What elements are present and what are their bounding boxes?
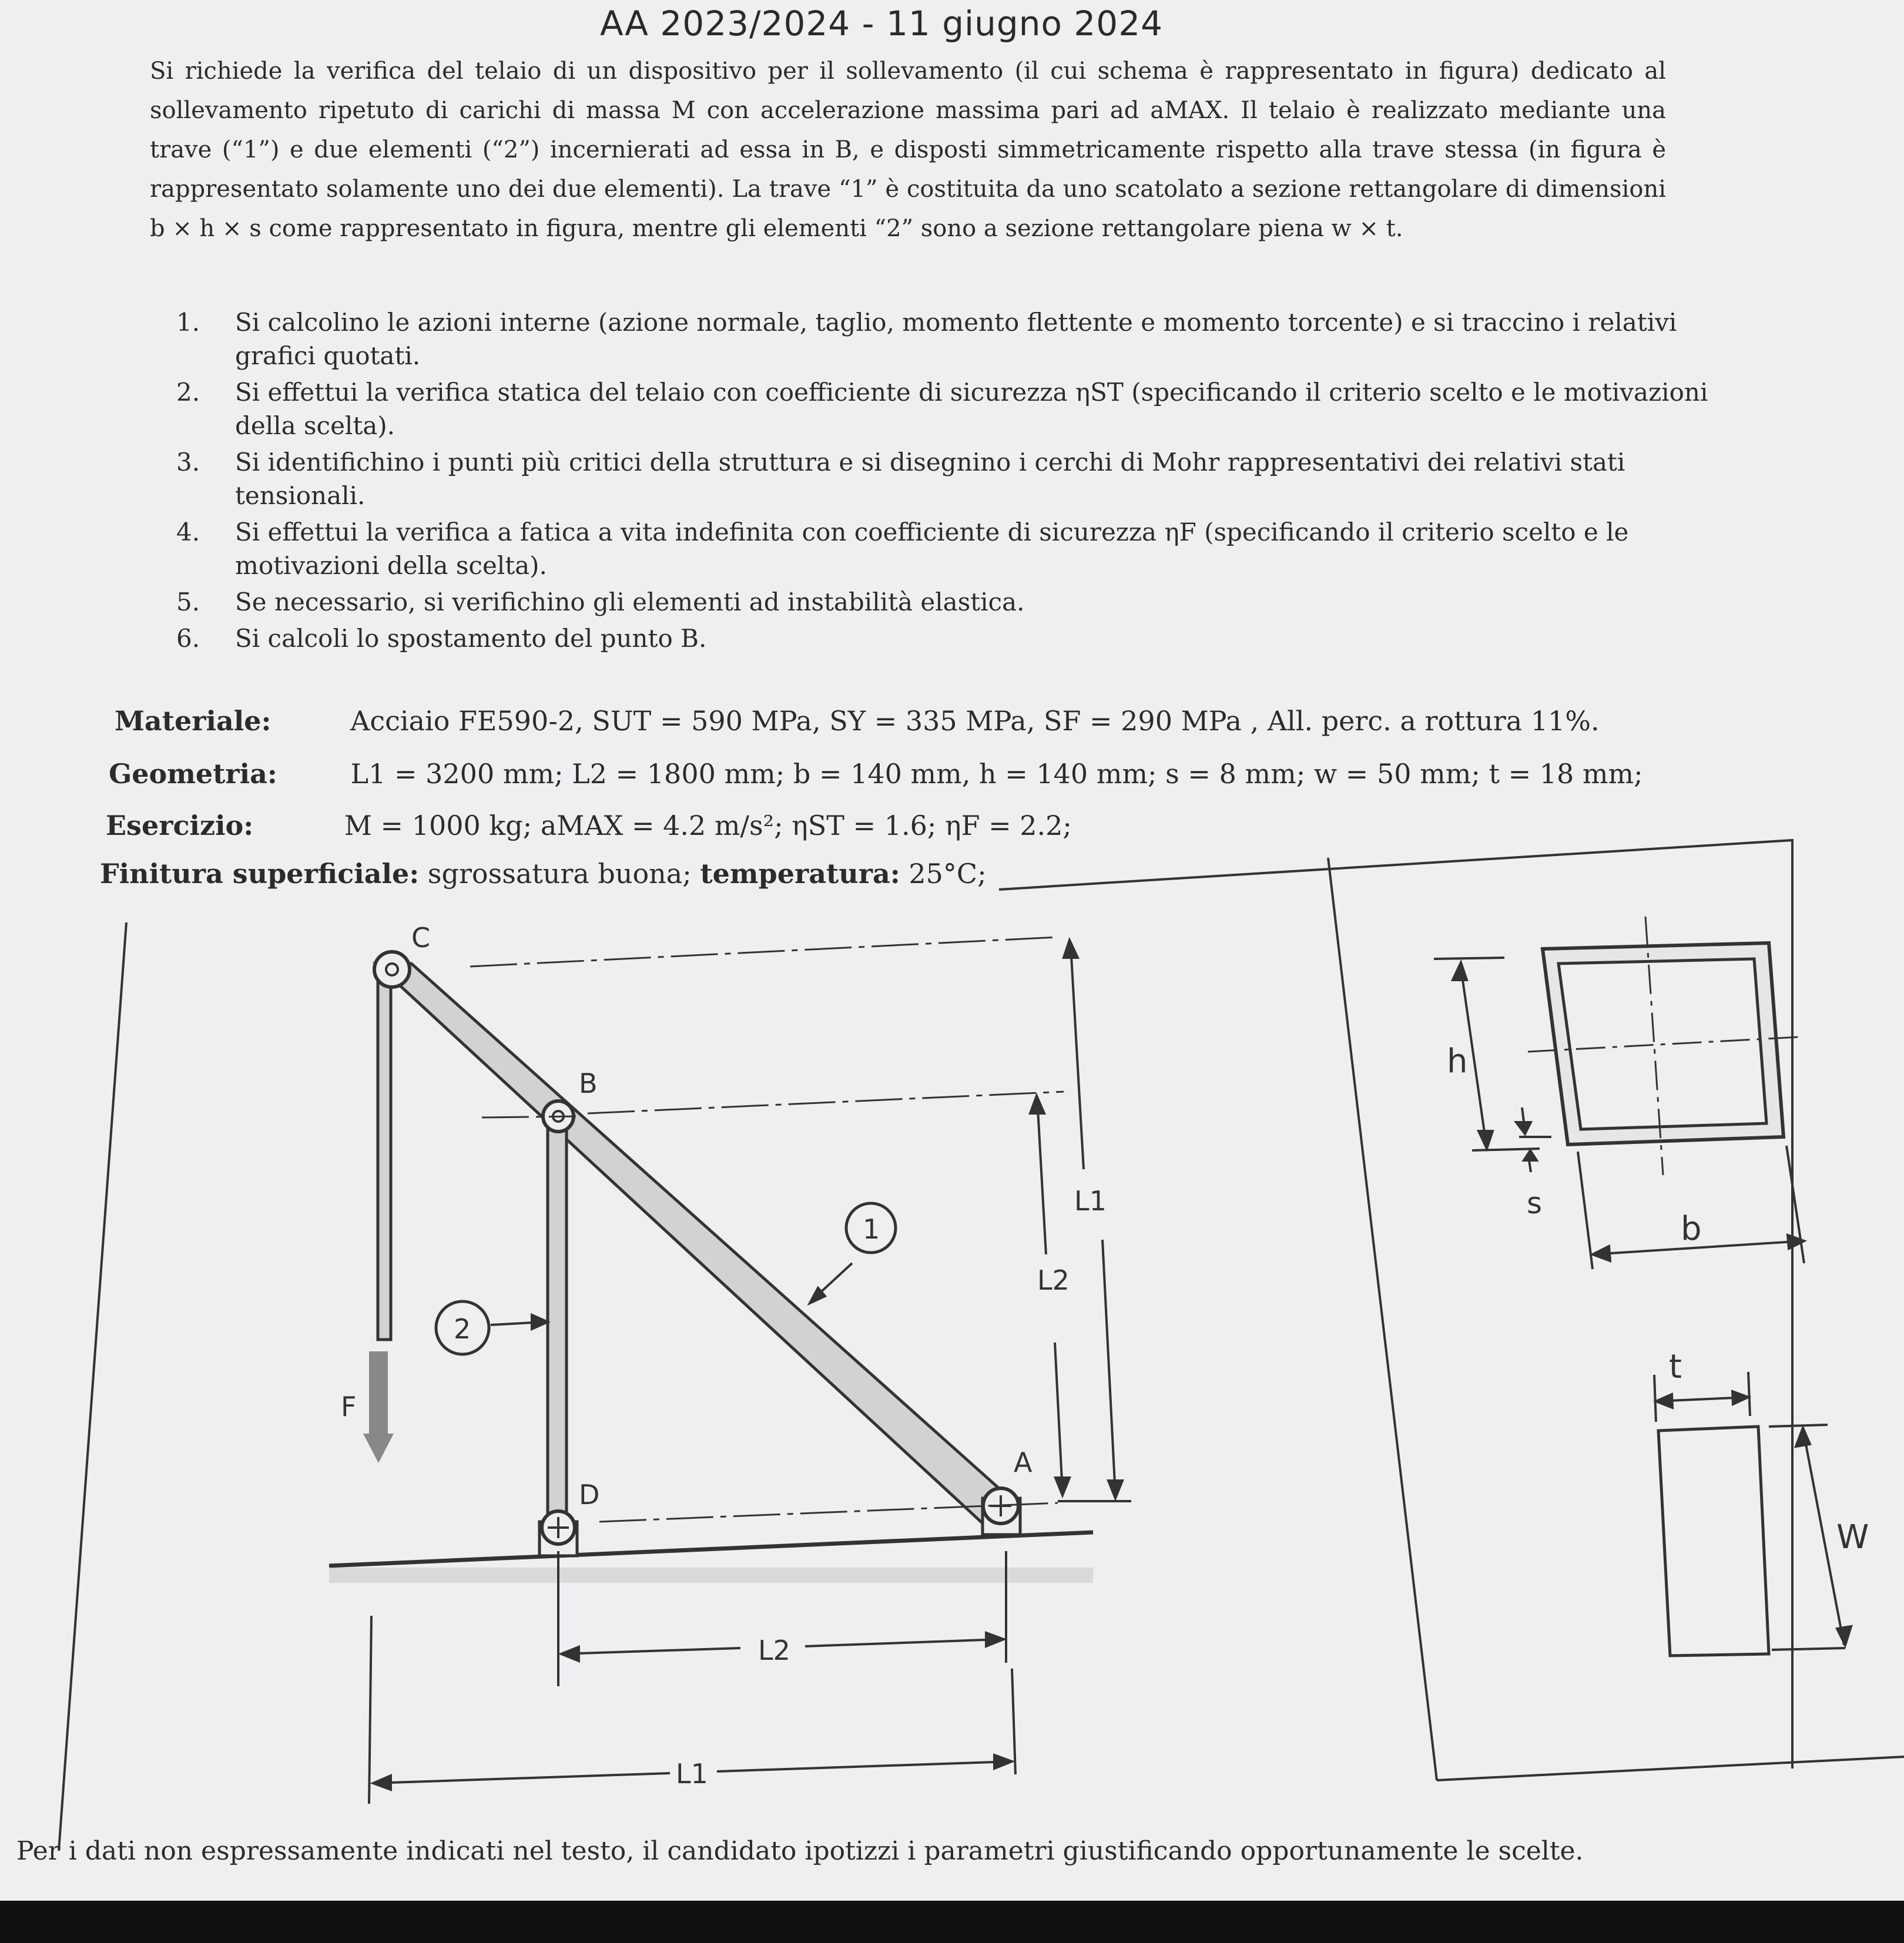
geometria-label: Geometria: bbox=[109, 758, 277, 790]
task-text: Si effettui la verifica statica del telaio con coefficiente di sicurezza ηST (specificando il criterio scelto e le motivazioni della scelta). bbox=[235, 378, 1708, 440]
bottom-bar bbox=[0, 1901, 1904, 1943]
label-a: A bbox=[1014, 1447, 1033, 1478]
task-number: 2. bbox=[176, 378, 200, 407]
label-l1-vertical: L1 bbox=[1074, 1185, 1107, 1217]
task-text: Si calcolino le azioni interne (azione normale, taglio, momento flettente e momento torcente) e si traccino i relativi grafici quotati. bbox=[235, 308, 1677, 370]
task-text: Si calcoli lo spostamento del punto B. bbox=[235, 624, 707, 653]
label-f: F bbox=[341, 1391, 357, 1422]
label-t: t bbox=[1669, 1348, 1682, 1386]
exam-title: AA 2023/2024 - 11 giugno 2024 bbox=[600, 4, 1163, 43]
finitura-value: sgrossatura buona; bbox=[419, 858, 700, 890]
label-b-dim: b bbox=[1681, 1210, 1702, 1248]
label-d: D bbox=[579, 1479, 600, 1511]
label-l1-horizontal: L1 bbox=[676, 1758, 708, 1790]
label-l2-horizontal: L2 bbox=[758, 1635, 790, 1666]
esercizio-label: Esercizio: bbox=[106, 810, 254, 841]
materiale-label: Materiale: bbox=[115, 705, 271, 737]
task-number: 5. bbox=[176, 588, 200, 616]
materiale-value: Acciaio FE590-2, SUT = 590 MPa, SY = 335 MPa, SF = 290 MPa , All. perc. a rottura 11%. bbox=[350, 705, 1600, 737]
task-text: Se necessario, si verifichino gli elementi ad instabilità elastica. bbox=[235, 588, 1025, 616]
problem-statement: Si richiede la verifica del telaio di un dispositivo per il sollevamento (il cui schema è rappresentato in figura) dedicato al sollevamento ripetuto di carichi di massa M con accelerazione massima pari ad aMAX. Il telaio è realizzato mediante una trave (“1”) e due elementi (“2”) incernierati ad essa in B, e disposti simmetricamente rispetto alla trave stessa (in figura è rappresentato solamente uno dei due elementi). La trave “1” è costituita da uno scatolato a sezione rettangolare di dimensioni b × h × s come rappresentato in figura, mentre gli elementi “2” sono a sezione rettangolare piena w × t. bbox=[150, 58, 1666, 242]
label-l2-vertical: L2 bbox=[1037, 1264, 1070, 1296]
label-b: B bbox=[579, 1068, 598, 1099]
label-s: s bbox=[1527, 1186, 1543, 1220]
solid-section bbox=[1654, 1348, 1869, 1656]
label-w: W bbox=[1836, 1518, 1869, 1556]
label-element-1: 1 bbox=[863, 1213, 880, 1245]
task-number: 6. bbox=[176, 624, 200, 653]
task-number: 3. bbox=[176, 448, 200, 476]
task-text: Si identifichino i punti più critici della struttura e si disegnino i cerchi di Mohr rappresentativi dei relativi stati tensionali. bbox=[235, 448, 1625, 510]
task-number: 4. bbox=[176, 518, 200, 546]
box-section bbox=[1434, 917, 1804, 1269]
temperatura-label: temperatura: bbox=[700, 858, 900, 890]
label-c: C bbox=[411, 922, 431, 954]
esercizio-value: M = 1000 kg; aMAX = 4.2 m/s²; ηST = 1.6; ηF = 2.2; bbox=[344, 810, 1072, 841]
finitura-label: Finitura superficiale: bbox=[100, 858, 420, 890]
footnote: Per i dati non espressamente indicati nel testo, il candidato ipotizzi i parametri giustificando opportunamente le scelte. bbox=[16, 1836, 1584, 1866]
label-element-2: 2 bbox=[454, 1313, 471, 1345]
temperatura-value: 25°C; bbox=[900, 858, 987, 890]
label-h: h bbox=[1447, 1042, 1468, 1080]
task-text: Si effettui la verifica a fatica a vita indefinita con coefficiente di sicurezza ηF (specificando il criterio scelto e le motivazioni della scelta). bbox=[235, 518, 1629, 580]
task-number: 1. bbox=[176, 308, 200, 337]
geometria-value: L1 = 3200 mm; L2 = 1800 mm; b = 140 mm, h = 140 mm; s = 8 mm; w = 50 mm; t = 18 mm; bbox=[350, 758, 1643, 790]
